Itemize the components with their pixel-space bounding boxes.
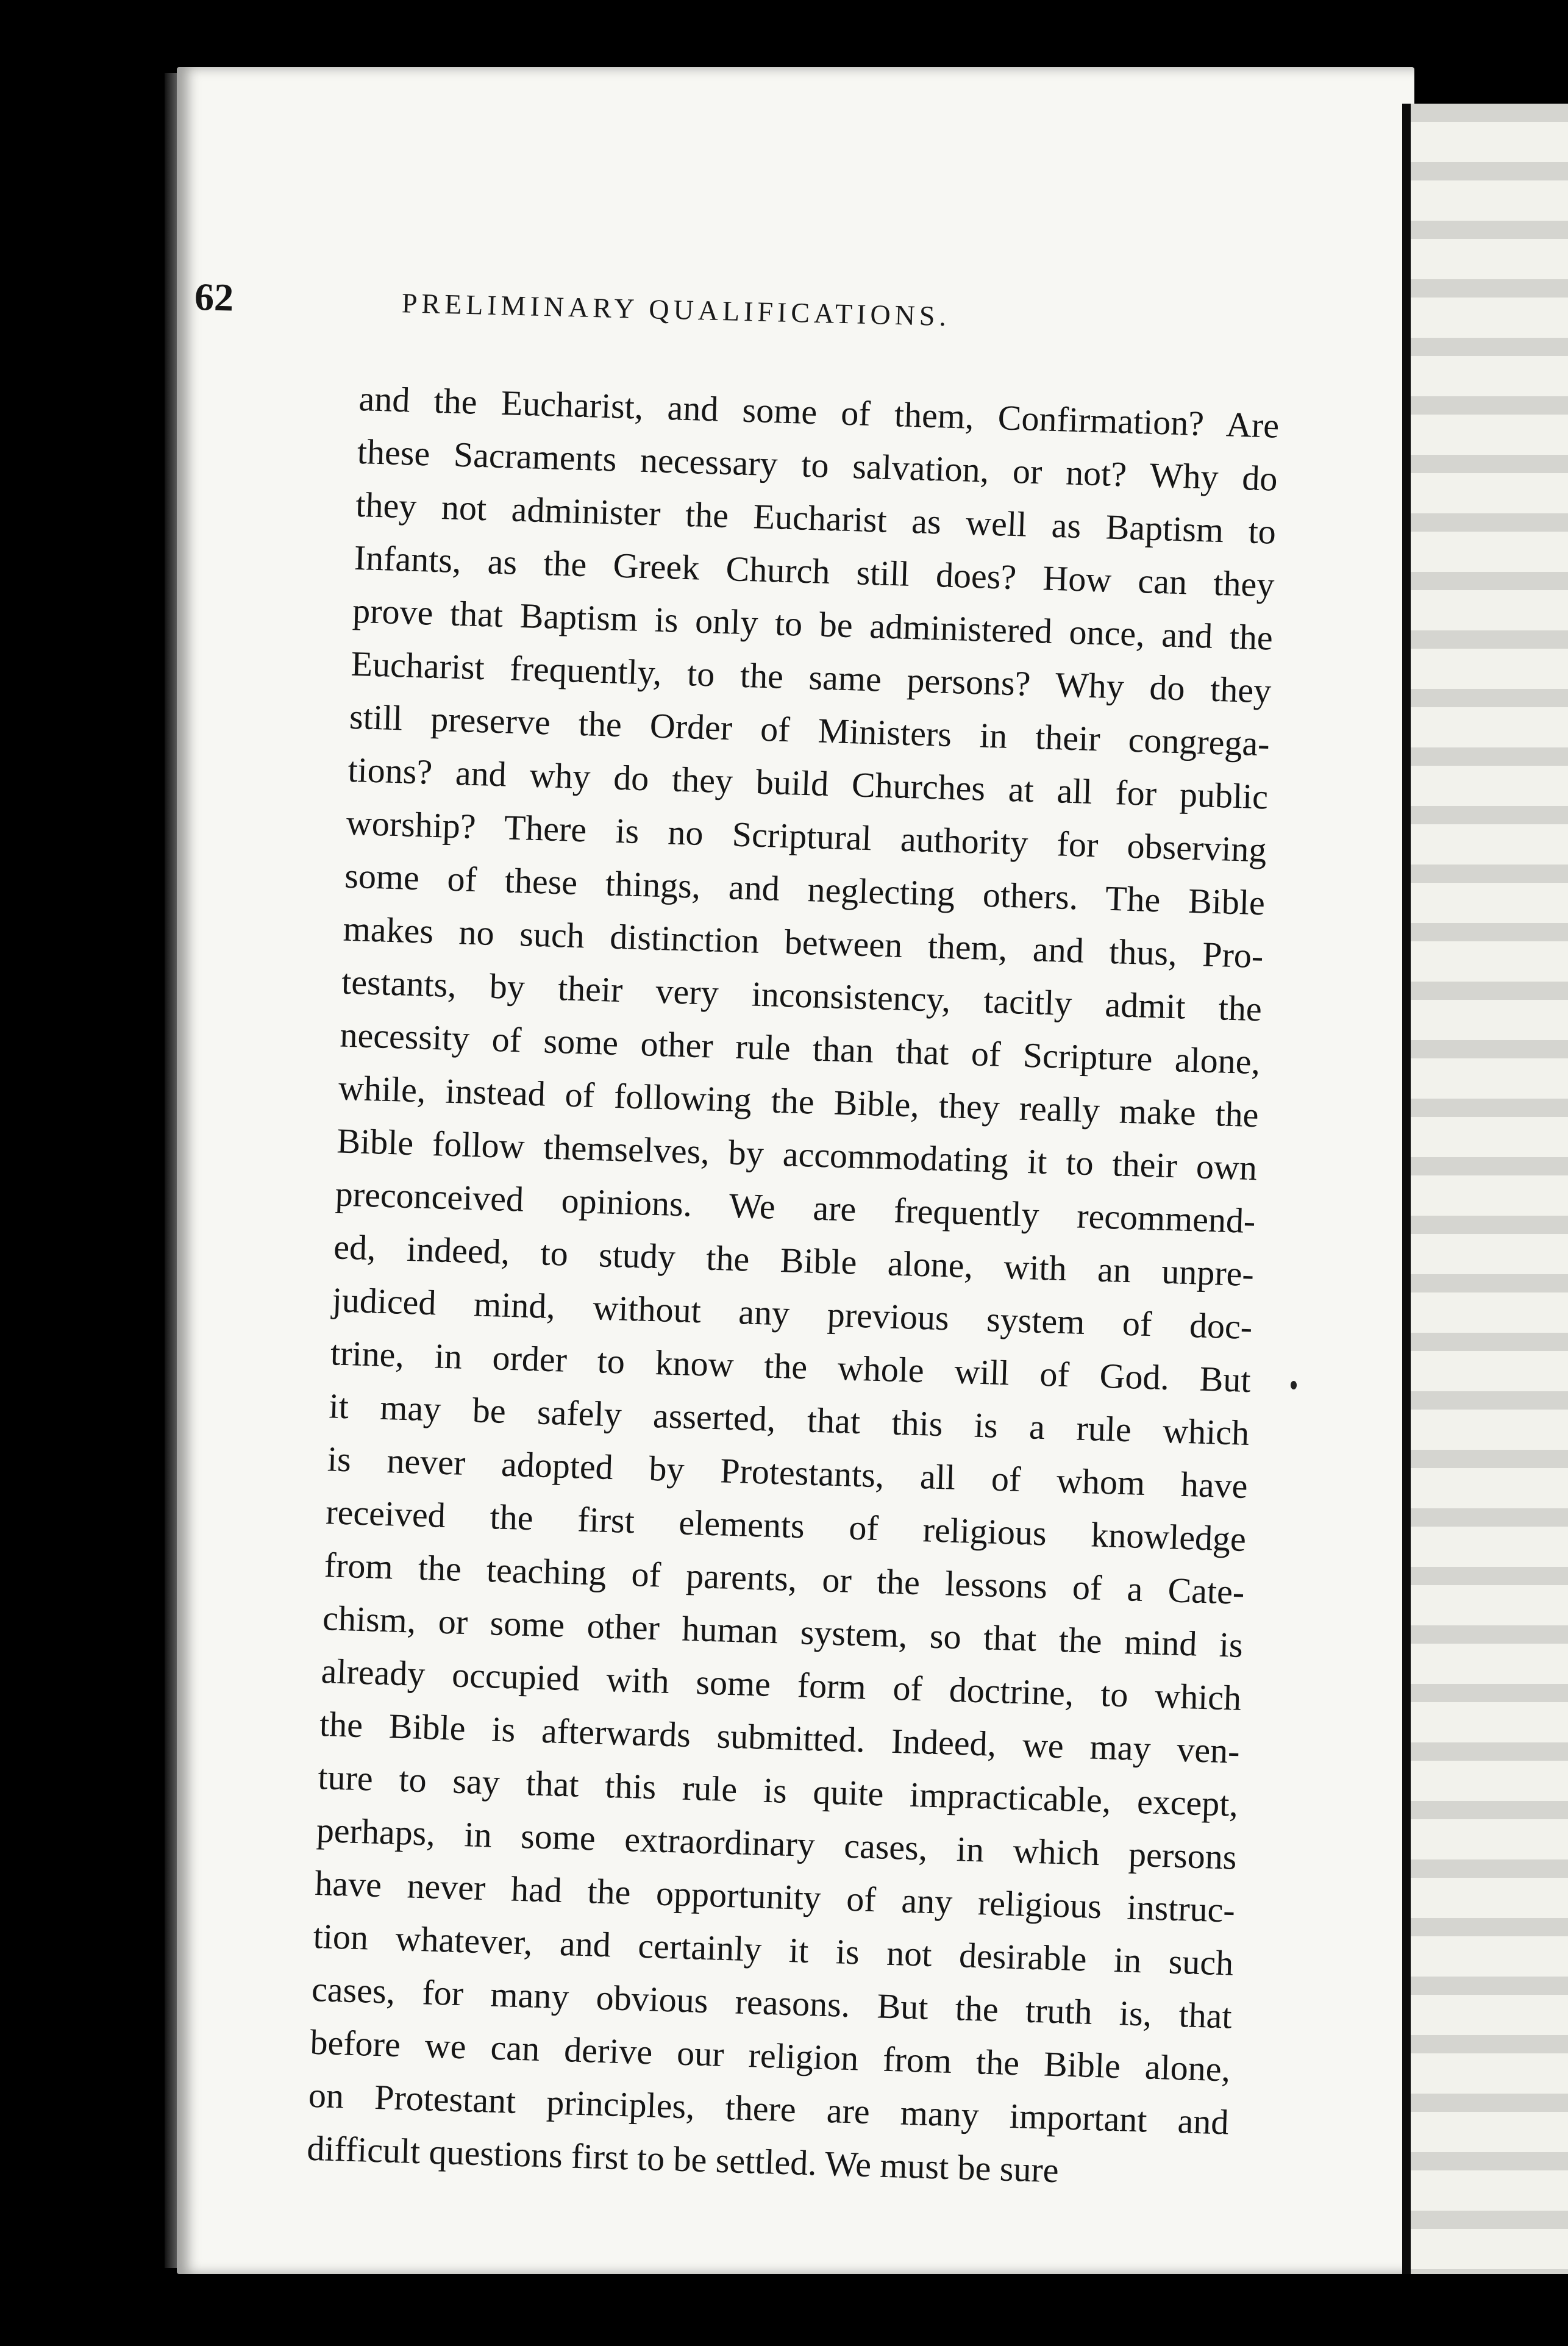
text-line: it may be safely asserted, that this is a rule which [328,1386,1250,1453]
facing-page-text-bleed [1411,104,1568,2274]
text-line: on Protestant principles, there are many important and [308,2075,1230,2142]
text-line: received the first elements of religious knowledge [325,1492,1247,1559]
text-line: chism, or some other human system, so that the mind is [322,1598,1244,1665]
text-line: perhaps, in some extraordinary cases, in which persons [316,1809,1238,1877]
text-line: ture to say that this rule is quite impracticable, except, [317,1756,1239,1824]
text-line: prove that Baptism is only to be administered once, and the [352,590,1274,658]
text-line: and the Eucharist, and some of them, Confirmation? Are [358,378,1280,446]
text-line: worship? There is no Scriptural authority for observing [346,802,1267,870]
text-line: Bible follow themselves, by accommodating it to their own [336,1121,1258,1188]
text-line: these Sacraments necessary to salvation, or not? Why do [357,431,1278,499]
text-line: Eucharist frequently, to the same persons? Why do they [350,643,1272,711]
text-line: Infants, as the Greek Church still does? How can they [354,537,1275,605]
text-line: preconceived opinions. We are frequently recommend- [335,1174,1256,1241]
text-line: have never had the opportunity of any religious instruc- [314,1863,1236,1930]
body-text [306,372,1280,2202]
text-line: trine, in order to know the whole will of God. But [330,1333,1252,1400]
running-head: PRELIMINARY QUALIFICATIONS. [401,287,951,332]
text-line: is never adopted by Protestants, all of whom have [327,1439,1249,1506]
page-number: 62 [194,274,234,319]
facing-page-edge [1402,104,1568,2274]
text-line: difficult questions first to be settled. We must be sure [306,2128,1060,2191]
text-line: still preserve the Order of Ministers in their congrega- [349,696,1270,764]
text-line: already occupied with some form of doctrine, to which [320,1651,1242,1718]
text-line: some of these things, and neglecting others. The Bible [344,855,1266,923]
text-line: tions? and why do they build Churches at all for public [347,749,1269,817]
text-line: while, instead of following the Bible, they really make the [338,1068,1260,1135]
text-line: necessity of some other rule than that of Scripture alone, [339,1014,1261,1082]
ink-speck [1291,1381,1297,1389]
text-line: before we can derive our religion from the Bible alone, [309,2022,1231,2089]
text-line: judiced mind, without any previous system of doc- [331,1280,1253,1347]
text-line: ed, indeed, to study the Bible alone, with an unpre- [333,1227,1255,1294]
text-line: the Bible is afterwards submitted. Indeed, we may ven- [319,1704,1241,1771]
text-line: they not administer the Eucharist as well as Baptism to [355,484,1277,552]
text-line: from the teaching of parents, or the lessons of a Cate- [323,1545,1245,1612]
text-line: makes no such distinction between them, and thus, Pro- [342,908,1264,976]
text-line: tion whatever, and certainly it is not desirable in such [312,1916,1235,1983]
text-line: testants, by their very inconsistency, tacitly admit the [341,961,1263,1029]
text-line: cases, for many obvious reasons. But the truth is, that [311,1969,1233,2036]
